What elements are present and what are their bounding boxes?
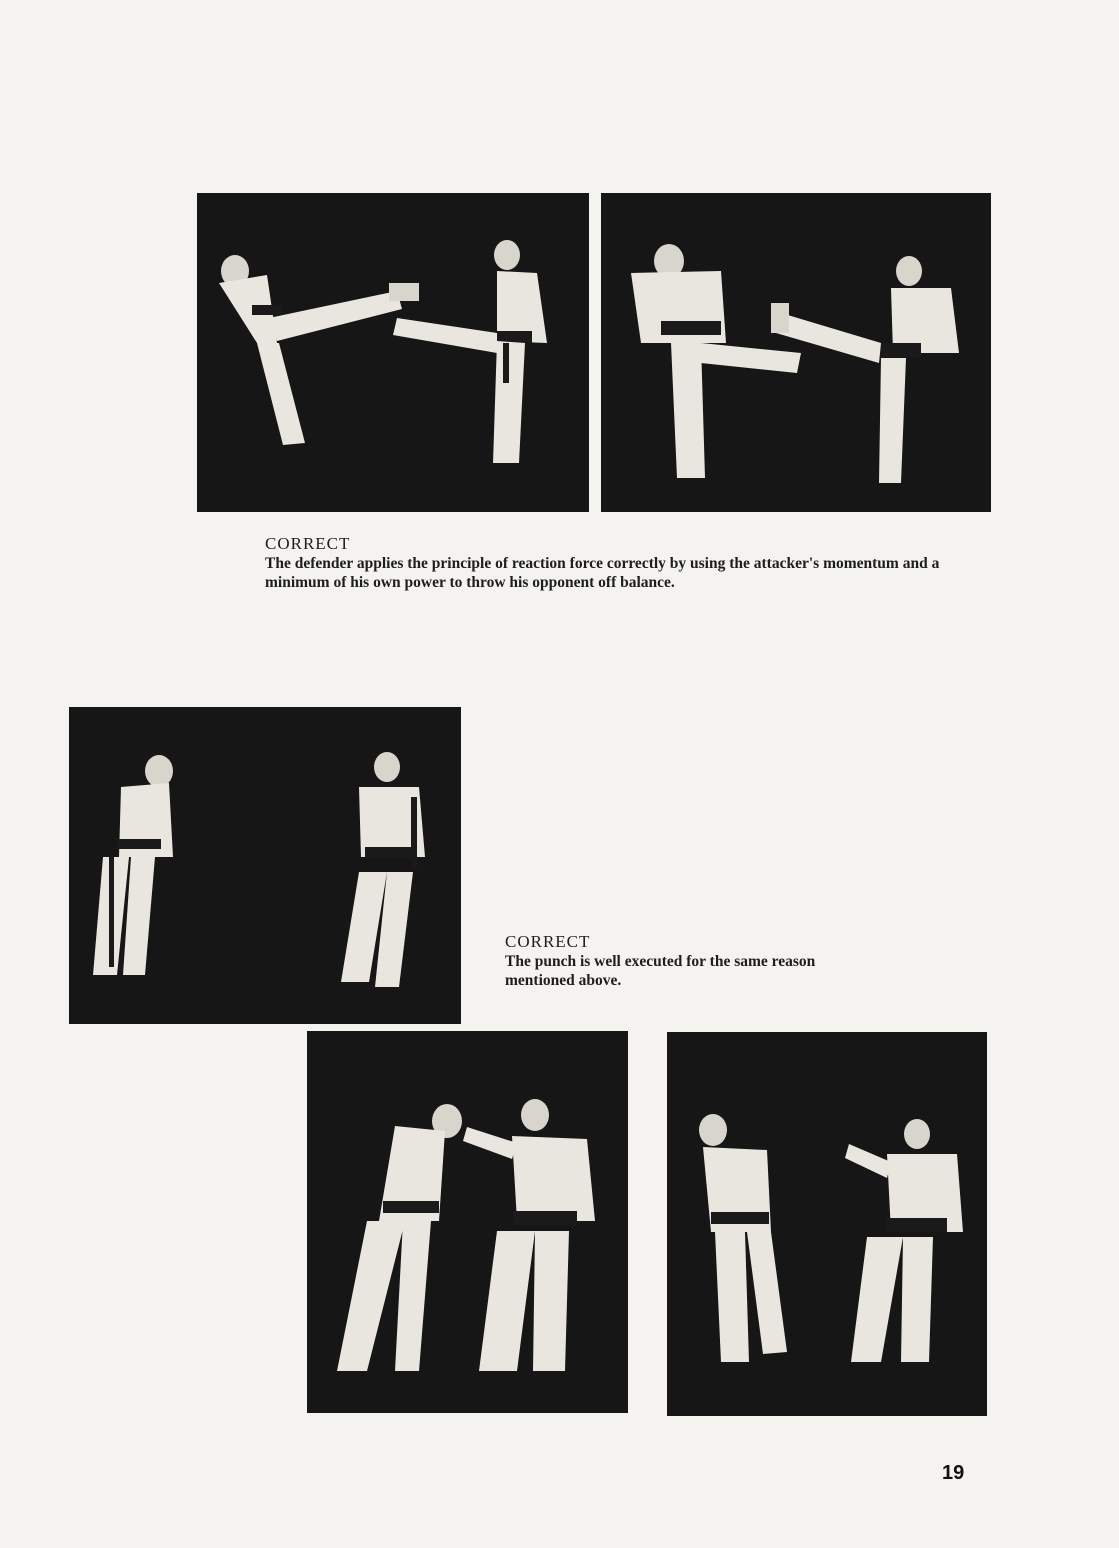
caption-heading: CORRECT xyxy=(505,932,591,951)
punch-2-illustration xyxy=(667,1032,987,1416)
photo-punch-2 xyxy=(667,1032,987,1416)
caption-reaction-force xyxy=(265,534,945,592)
photo-punch-1 xyxy=(307,1031,628,1413)
punch-1-illustration xyxy=(307,1031,628,1413)
caption-punch xyxy=(505,932,845,990)
caption-heading: CORRECT xyxy=(265,534,351,553)
kick-exchange-1-illustration xyxy=(197,193,589,512)
photo-kick-exchange-2 xyxy=(601,193,991,512)
photo-kick-exchange-1 xyxy=(197,193,589,512)
page-number: 19 xyxy=(942,1462,965,1484)
caption-text: The defender applies the principle of reaction force correctly by using the attacker's momentum and a minimum of his own power to throw his opponent off balance. xyxy=(265,555,940,591)
caption-text: The punch is well executed for the same reason mentioned above. xyxy=(505,953,816,989)
stance-facing-illustration xyxy=(69,707,461,1024)
photo-stance-facing xyxy=(69,707,461,1024)
kick-exchange-2-illustration xyxy=(601,193,991,512)
